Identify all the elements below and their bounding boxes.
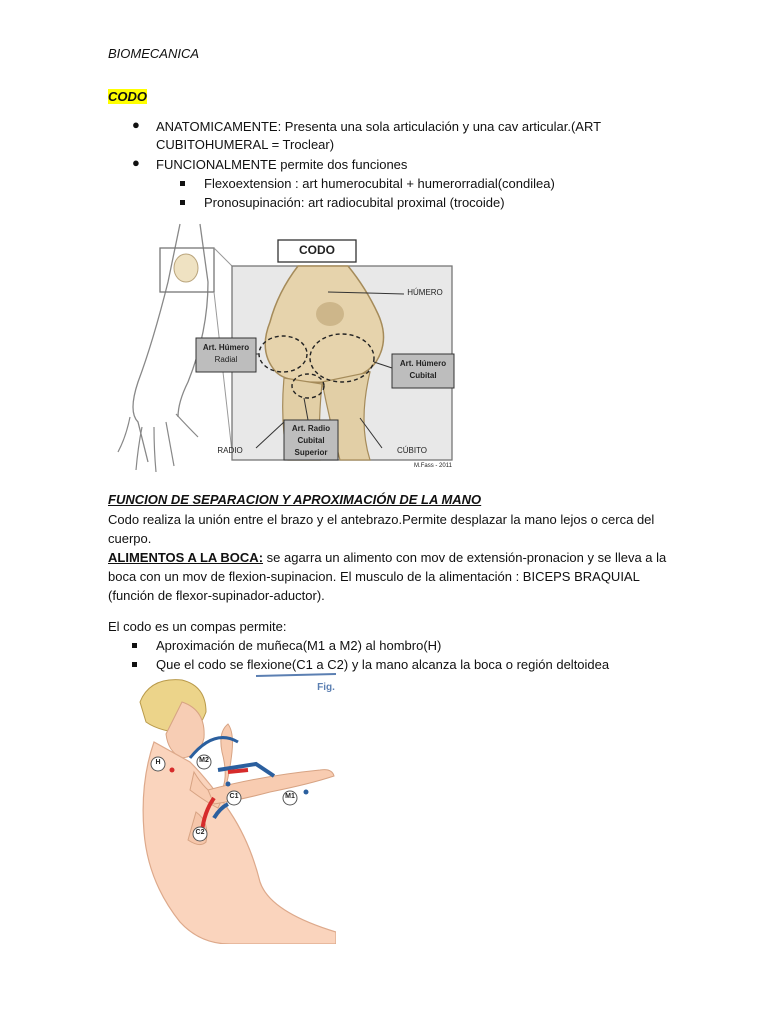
bullet-funcionalmente: FUNCIONALMENTE permite dos funciones (156, 157, 408, 172)
paragraph-alimentos-line1 (108, 548, 666, 567)
label-art-humero-cubital-2: Cubital (409, 371, 437, 380)
paragraph-codo-line1: Codo realiza la unión entre el brazo y el antebrazo.Permite desplazar la mano lejos o cerca del (108, 512, 655, 527)
marker-c2: C2 (195, 829, 205, 836)
paragraph-alimentos-line3: (función de flexor-supinador-aductor). (108, 588, 325, 603)
elbow-anatomy-figure (108, 222, 462, 478)
figure-credit: M.Fass - 2011 (414, 463, 452, 469)
list-item-aproximacion: Aproximación de muñeca(M1 a M2) al hombro(H) (156, 638, 442, 653)
label-radio: RADIO (217, 446, 243, 455)
alimentos-lead: ALIMENTOS A LA BOCA: (108, 550, 264, 565)
document-title: BIOMECANICA (108, 46, 200, 61)
sub-bullet-flexoextension: Flexoextension : art humerocubital + humerorradial(condilea) (204, 176, 555, 191)
bullet-anatomicamente-line1: ANATOMICAMENTE: Presenta una sola articulación y una cav articular.(ART (156, 119, 602, 134)
alimentos-rest: se agarra un alimento con mov de extensión-pronacion y se lleva a la (263, 550, 667, 565)
sub-bullet-square (180, 200, 185, 205)
label-art-radio-cubital-2: Cubital (297, 436, 325, 445)
marker-h: H (155, 759, 161, 766)
figure-title-codo: CODO (299, 243, 335, 257)
marker-c1: C1 (229, 793, 239, 800)
figure-fig-label: Fig. (317, 682, 335, 693)
label-art-humero-radial-2: Radial (214, 355, 238, 364)
section-heading-funcion: FUNCION DE SEPARACION Y APROXIMACIÓN DE LA MANO (108, 492, 482, 507)
feeding-motion-figure (110, 672, 336, 944)
label-art-radio-cubital-3: Superior (294, 448, 328, 457)
label-art-radio-cubital-1: Art. Radio (291, 424, 331, 433)
label-art-humero-radial-1: Art. Húmero (202, 343, 250, 352)
label-cubito: CÚBITO (396, 446, 428, 455)
bullet-dot: ● (132, 117, 140, 132)
label-art-humero-cubital-1: Art. Húmero (399, 359, 447, 368)
sub-bullet-square (180, 181, 185, 186)
bullet-anatomicamente-line2: CUBITOHUMERAL = Troclear) (156, 137, 335, 152)
paragraph-codo-line2: cuerpo. (108, 531, 152, 546)
label-humero: HÚMERO (407, 288, 443, 297)
list-bullet-square (132, 643, 137, 648)
marker-m1: M1 (285, 793, 295, 800)
bullet-dot: ● (132, 155, 140, 170)
list-bullet-square (132, 662, 137, 667)
list-item-codo-flexione: Que el codo se flexione(C1 a C2) y la mano alcanza la boca o región deltoidea (156, 657, 610, 672)
paragraph-alimentos-line2: boca con un mov de flexion-supinacion. El musculo de la alimentación : BICEPS BRAQUIAL (108, 569, 640, 584)
paragraph-compas: El codo es un compas permite: (108, 619, 287, 634)
section-heading-codo: CODO (108, 89, 147, 104)
marker-m2: M2 (199, 757, 209, 764)
sub-bullet-pronosupinacion: Pronosupinación: art radiocubital proximal (trocoide) (204, 195, 505, 210)
body-illustration (110, 672, 336, 944)
